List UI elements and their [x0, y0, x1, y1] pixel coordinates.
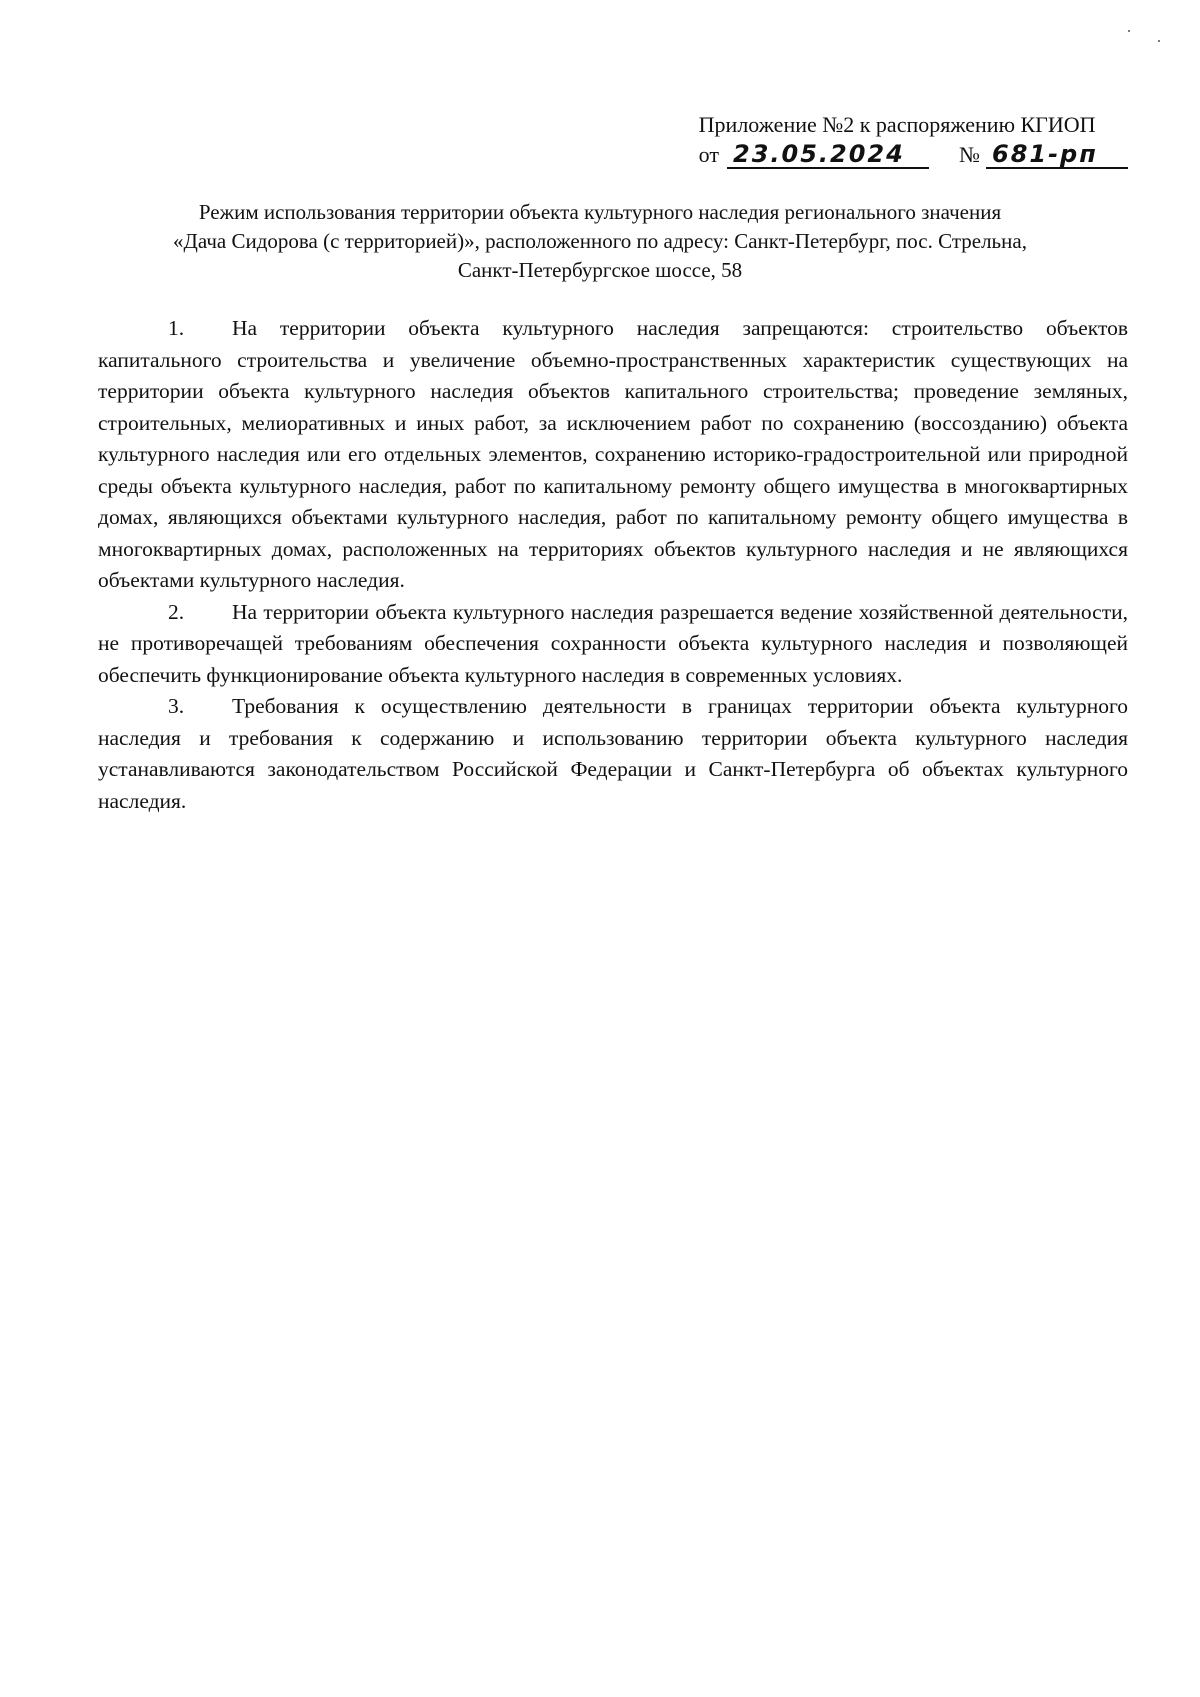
paragraph-3 — [98, 691, 1128, 817]
document-title — [90, 198, 1110, 285]
appendix-header — [699, 110, 1128, 170]
paragraph-number: 3. — [168, 694, 185, 718]
appendix-reference: Приложение №2 к распоряжению КГИОП — [698, 112, 1096, 137]
paragraph-number: 2. — [168, 599, 185, 624]
paragraph-number: 1. — [168, 316, 185, 340]
scan-speck — [1128, 30, 1130, 32]
handwritten-date: 23.05.2024 — [727, 141, 929, 169]
title-line-3: Санкт-Петербургское шоссе, 58 — [457, 258, 743, 282]
document-body — [98, 313, 1128, 817]
paragraph-text: На территории объекта культурного наследия запрещаются: строительство объектов капитального строительства и увеличение объемно-пространственных характеристик существующих на территории объекта культурного наследия объектов капитального строительства; проведение земляных, строительных, мелиоративных и иных работ, за исключением работ по сохранению (воссозданию) объекта культурного наследия или его отдельных элементов, сохранению историко-градостроительной или природной среды объекта культурного наследия, работ по капитальному ремонту общего имущества в многоквартирных домах, являющихся объектами культурного наследия, работ по капитальному ремонту общего имущества в многоквартирных домах, расположенных на территориях объектов культурного наследия и не являющихся объектами культурного наследия. — [98, 316, 1128, 592]
from-label: от — [698, 142, 719, 167]
order-date-number — [699, 140, 1128, 170]
number-label: № — [959, 142, 980, 167]
title-line-1: Режим использования территории объекта культурного наследия регионального значения — [198, 200, 1002, 224]
scan-speck — [1158, 40, 1160, 42]
paragraph-2 — [98, 597, 1128, 692]
paragraph-text: Требования к осуществлению деятельности в границах территории объекта культурного наследия и требования к содержанию и использованию территории объекта культурного наследия устанавливаются законодательством Российской Федерации и Санкт-Петербурга об объектах культурного наследия. — [98, 694, 1128, 813]
paragraph-text: На территории объекта культурного наследия разрешается ведение хозяйственной деятельности, не противоречащей требованиям обеспечения сохранности объекта культурного наследия и позволяющей обеспечить функционирование объекта культурного наследия в современных условиях. — [98, 599, 1128, 687]
handwritten-number: 681-рп — [986, 141, 1128, 169]
title-line-2: «Дача Сидорова (с территорией)», расположенного по адресу: Санкт-Петербург, пос. Стрельна, — [173, 229, 1027, 253]
paragraph-1 — [98, 313, 1128, 597]
